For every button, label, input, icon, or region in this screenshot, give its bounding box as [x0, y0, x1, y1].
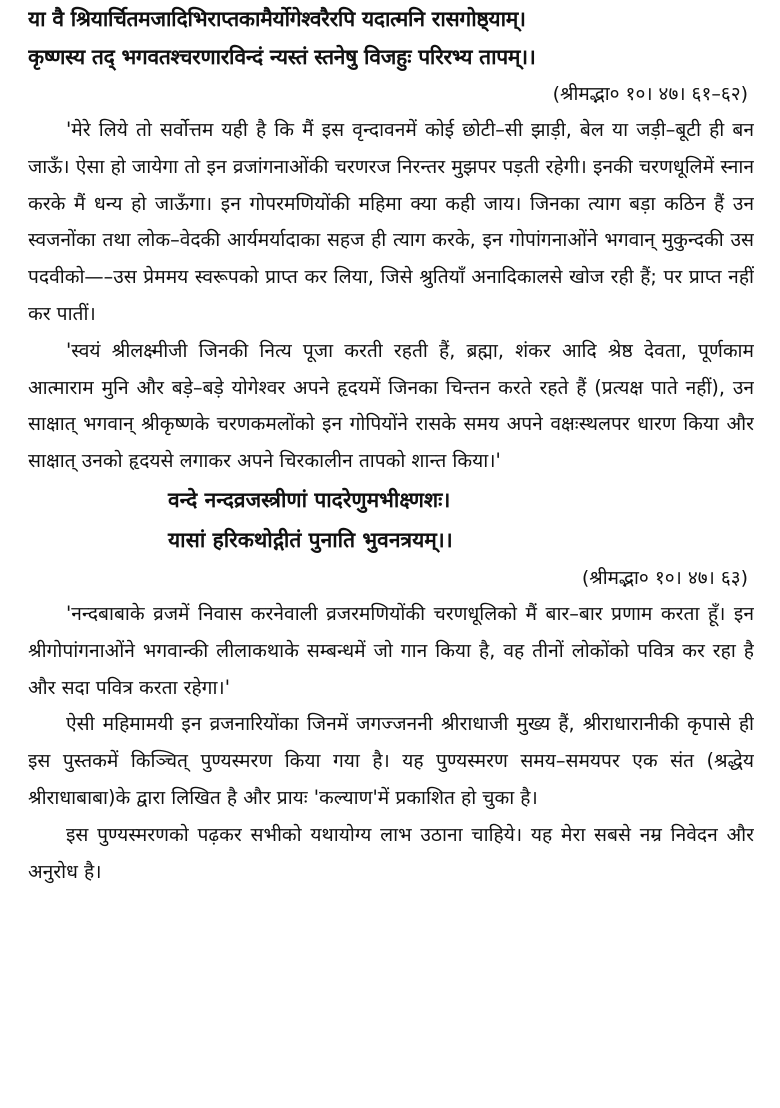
verse-1-citation: (श्रीमद्भा० १०। ४७। ६१–६२) [552, 83, 748, 105]
verse-2-citation: (श्रीमद्भा० १०। ४७। ६३) [581, 566, 748, 589]
verse-2-line-1: वन्दे नन्दव्रजस्त्रीणां पादरेणुमभीक्ष्णशः। [168, 487, 451, 512]
verse-1-line-2: कृष्णस्य तद् भगवतश्चरणारविन्दं न्यस्तं स्तनेषु विजहुः परिरभ्य तापम्।। [28, 45, 536, 69]
paragraph-1: 'मेरे लिये तो सर्वोत्तम यही है कि मैं इस वृन्दावनमें कोई छोटी–सी झाड़ी, बेल या जड़ी–बूटी ही बन जाऊँ। ऐसा हो जायेगा तो इन व्रजांगनाओंकी चरणरज निरन्तर मुझपर पड़ती रहेगी। इनकी चरणधूलिमें स्नान करके मैं धन्य हो जाऊँगा। इन गोपरमणियोंकी महिमा क्या कही जाय। जिनका त्याग बड़ा कठिन हैं उन स्वजनोंका तथा लोक–वेदकी आर्यमर्यादाका सहज ही त्याग करके, इन गोपांगनाओंने भगवान् मुकुन्दकी उस पदवीको—–उस प्रेममय स्वरूपको प्राप्त कर लिया, जिसे श्रुतियाँ अनादिकालसे खोज रही हैं; पर प्राप्त नहीं कर पातीं। [28, 118, 754, 325]
verse-1-line-1: या वै श्रियार्चितमजादिभिराप्तकामैर्योगेश्वरैरपि यदात्मनि रासगोष्ठ्याम्। [28, 7, 526, 31]
document-page [28, 0, 754, 1108]
paragraph-4: ऐसी महिमामयी इन व्रजनारियोंका जिनमें जगज्जननी श्रीराधाजी मुख्य हैं, श्रीराधारानीकी कृपासे ही इस पुस्तकमें किञ्चित् पुण्यस्मरण किया गया है। यह पुण्यस्मरण समय–समयपर एक संत (श्रद्धेय श्रीराधाबाबा)के द्वारा लिखित है और प्रायः 'कल्याण'में प्रकाशित हो चुका है। [28, 712, 754, 809]
paragraph-2: 'स्वयं श्रीलक्ष्मीजी जिनकी नित्य पूजा करती रहती हैं, ब्रह्मा, शंकर आदि श्रेष्ठ देवता, पूर्णकाम आत्माराम मुनि और बड़े–बड़े योगेश्वर अपने हृदयमें जिनका चिन्तन करते रहते हैं (प्रत्यक्ष पाते नहीं), उन साक्षात् भगवान् श्रीकृष्णके चरणकमलोंको इन गोपियोंने रासके समय अपने वक्षःस्थलपर धारण किया और साक्षात् उनको हृदयसे लगाकर अपने चिरकालीन तापको शान्त किया।' [28, 338, 754, 473]
paragraph-3: 'नन्दबाबाके व्रजमें निवास करनेवाली व्रजरमणियोंकी चरणधूलिको मैं बार–बार प्रणाम करता हूँ। इन श्रीगोपांगनाओंने भगवान्की लीलाकथाके सम्बन्धमें जो गान किया है, वह तीनों लोकोंको पवित्र कर रहा है और सदा पवित्र करता रहेगा।' [28, 601, 754, 699]
paragraph-5: इस पुण्यस्मरणको पढ़कर सभीको यथायोग्य लाभ उठाना चाहिये। यह मेरा सबसे नम्र निवेदन और अनुरोध है। [28, 822, 754, 883]
verse-2-line-2: यासां हरिकथोद्गीतं पुनाति भुवनत्रयम्।। [168, 527, 453, 552]
